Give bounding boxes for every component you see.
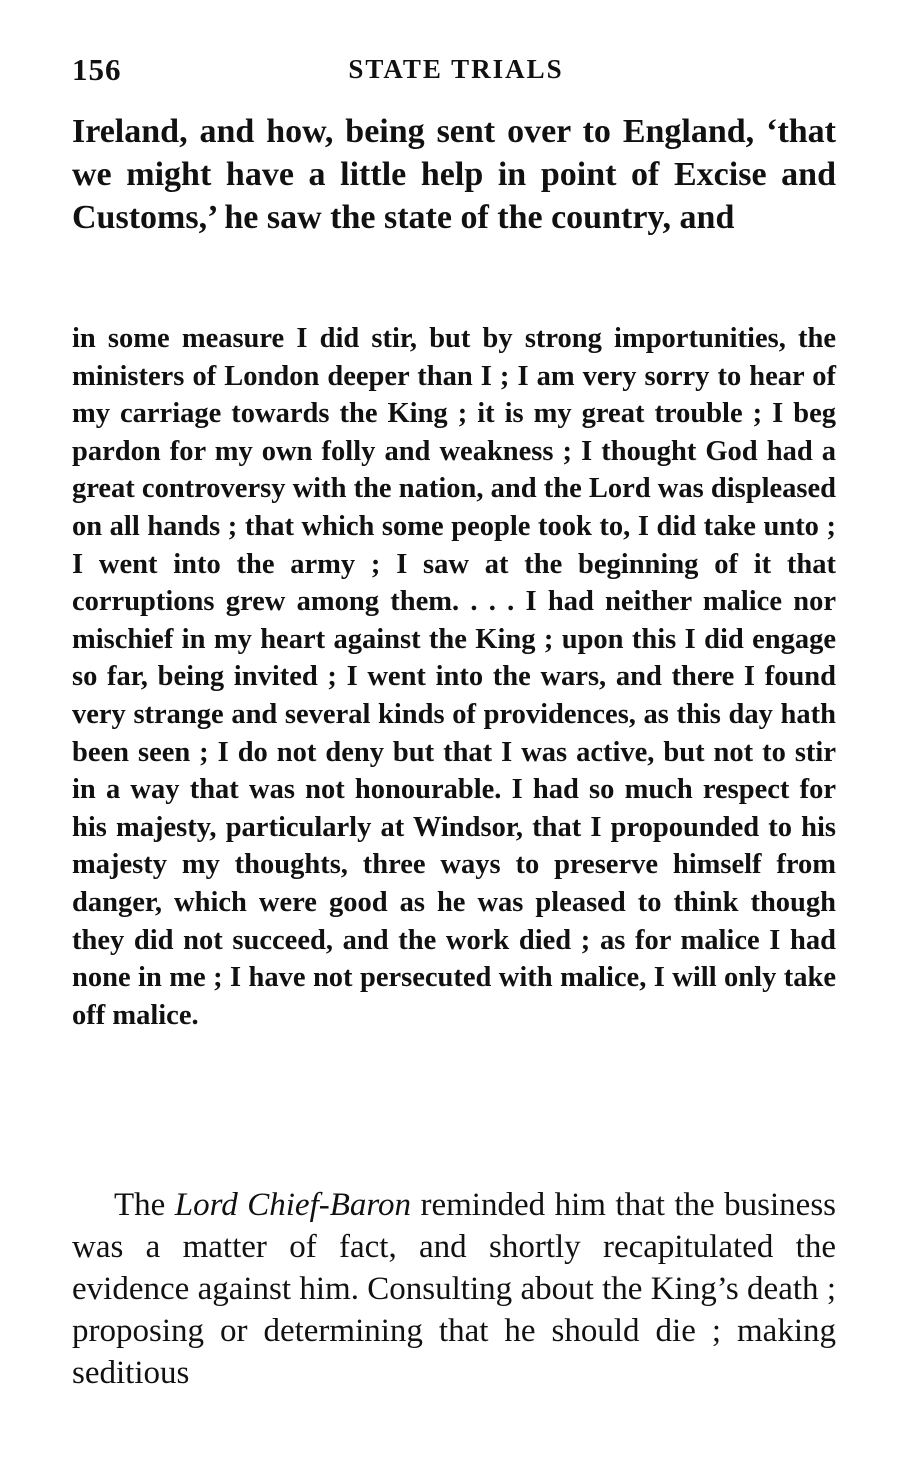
paragraph-text: reminded him that the business was a matter of fact, and shortly recapitulated the evidence against him. Consulting about the King’s death ; proposing or determining that he should die ; making seditious (72, 1187, 837, 1391)
page-number: 156 (72, 52, 122, 87)
quoted-statement: in some measure I did stir, but by strong importunities, the ministers of London deeper than I ; I am very sorry to hear of my carriage towards the King ; it is my great trouble ; I beg pardon for my own folly and weakness ; I thought God had a great controversy with the nation, and the Lord was displeased on all hands ; that which some people took to, I did take unto ; I went into the army ; I saw at the beginning of it that corruptions grew among them. . . . I had neither malice nor mischief in my heart against the King ; upon this I did engage so far, being invited ; I went into the wars, and there I found very strange and several kinds of providences, as this day hath been seen ; I do not deny but that I was active, but not to stir in a way that was not honourable. I had so much respect for his majesty, particularly at Windsor, that I propounded to his majesty my thoughts, three ways to preserve himself from danger, which were good as he was pleased to think though they did not succeed, and the work died ; as for malice I had none in me ; I have not persecuted with malice, I will only take off malice. (72, 323, 836, 1031)
body-paragraph (72, 1184, 836, 1394)
lead-paragraph: Ireland, and how, being sent over to England, ‘that we might have a little help in point of Excise and Customs,’ he saw the state of the country, and (72, 113, 836, 236)
speaker-name: Lord Chief-Baron (174, 1187, 412, 1223)
running-head: STATE TRIALS (348, 54, 564, 84)
paragraph-intro: The (114, 1187, 175, 1223)
page-header (72, 52, 840, 96)
